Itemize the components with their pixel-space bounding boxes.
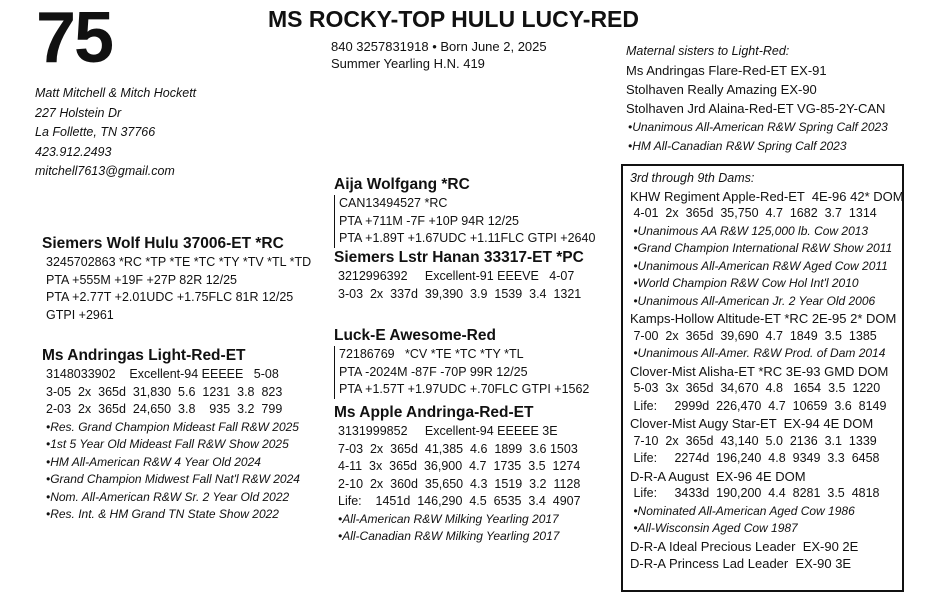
sister-honor: •HM All-Canadian R&W Spring Calf 2023 [628,139,847,153]
sister-line: Ms Andringas Flare-Red-ET EX-91 [626,63,827,78]
ancestor-name: Clover-Mist Augy Star-ET EX-94 4E DOM [630,416,874,431]
dam-dam-details [334,423,581,546]
dam-dam-name: Ms Apple Andringa-Red-ET [334,404,534,421]
sister-line: Stolhaven Really Amazing EX-90 [626,82,817,97]
record-line: Life: 2999d 226,470 4.7 10659 3.6 8149 [630,398,887,413]
dam-sire-details [334,346,589,399]
record-line: 5-03 3x 365d 34,670 4.8 1654 3.5 1220 [630,381,881,395]
detail-line: 3148033902 Excellent-94 EEEEE 5-08 [46,367,279,381]
dam-details [42,366,300,524]
sire-dam-details [334,268,584,303]
honor-line: •Nom. All-American R&W Sr. 2 Year Old 2022 [46,489,290,504]
honor-line: •Res. Int. & HM Grand TN State Show 2022 [46,507,279,521]
honor-line: •Grand Champion Midwest Fall Nat'l R&W 2024 [46,472,300,486]
lot-number: 75 [36,0,113,78]
detail-line: 2-03 2x 365d 24,650 3.8 935 3.2 799 [46,402,283,416]
sire-name: Siemers Wolf Hulu 37006-ET *RC [42,235,284,252]
detail-line: 3245702863 *RC *TP *TE *TC *TY *TV *TL *TD [46,255,312,269]
dam-block [42,346,300,524]
honor-line: •Nominated All-American Aged Cow 1986 [630,503,855,518]
detail-line: 4-11 3x 365d 36,900 4.7 1735 3.5 1274 [338,459,581,473]
honor-line: •Unanimous All-Amer. R&W Prod. of Dam 2014 [630,346,886,360]
sire-details [42,254,311,324]
honor-line: •Grand Champion International R&W Show 2011 [630,241,893,255]
sire-dam-name: Siemers Lstr Hanan 33317-ET *PC [334,249,584,266]
dams-box-lines [630,188,904,573]
ancestor-name: KHW Regiment Apple-Red-ET 4E-96 42* DOM [630,188,904,204]
honor-line: •Unanimous All-American Jr. 2 Year Old 2006 [630,293,876,308]
ancestor-name: D-R-A August EX-96 4E DOM [630,468,806,484]
sister-honor: •Unanimous All-American R&W Spring Calf 2023 [628,120,888,134]
consignor-email: mitchell7613@gmail.com [35,164,175,178]
sister-line: Stolhaven Jrd Alaina-Red-ET VG-85-2Y-CAN [626,101,886,116]
detail-line: Life: 1451d 146,290 4.5 6535 3.4 4907 [338,494,581,508]
sire-sire-block [334,175,595,248]
consignor-block [35,84,196,182]
record-line: Life: 2274d 196,240 4.8 9349 3.3 6458 [630,451,880,465]
consignor-city: La Follette, TN 37766 [35,125,156,139]
honor-line: •HM All-American R&W 4 Year Old 2024 [46,454,261,469]
detail-line: PTA +1.89T +1.67UDC +1.11FLC GTPI +2640 [339,231,596,245]
detail-line: PTA -2024M -87F -70P 99R 12/25 [339,364,528,379]
detail-line: PTA +2.77T +2.01UDC +1.75FLC 81R 12/25 [46,290,294,304]
detail-line: 72186769 *CV *TE *TC *TY *TL [339,347,524,361]
record-line: Life: 3433d 190,200 4.4 8281 3.5 4818 [630,486,880,500]
honor-line: •Res. Grand Champion Mideast Fall R&W 2025 [46,419,299,434]
honor-line: •Unanimous All-American R&W Aged Cow 2011 [630,258,888,273]
detail-line: 3-05 2x 365d 31,830 5.6 1231 3.8 823 [46,384,283,399]
record-line: 4-01 2x 365d 35,750 4.7 1682 3.7 1314 [630,206,877,220]
honor-line: •1st 5 Year Old Mideast Fall R&W Show 2025 [46,437,289,451]
animal-name: MS ROCKY-TOP HULU LUCY-RED [268,6,640,32]
ancestor-name: Clover-Mist Alisha-ET *RC 3E-93 GMD DOM [630,363,889,379]
detail-line: 3131999852 Excellent-94 EEEEE 3E [338,424,558,438]
honor-line: •Unanimous AA R&W 125,000 lb. Cow 2013 [630,223,869,238]
detail-line: PTA +1.57T +1.97UDC +.70FLC GTPI +1562 [339,382,590,396]
consignor-names: Matt Mitchell & Mitch Hockett [35,86,197,100]
dams-box-heading: 3rd through 9th Dams: [630,171,755,185]
record-line: 7-10 2x 365d 43,140 5.0 2136 3.1 1339 [630,433,877,448]
ancestor-name: Kamps-Hollow Altitude-ET *RC 2E-95 2* DOM [630,311,897,326]
animal-info [331,38,547,72]
record-line: 7-00 2x 365d 39,690 4.7 1849 3.5 1385 [630,328,877,343]
registration-birth-line: 840 3257831918 • Born June 2, 2025 [331,39,547,54]
class-line: Summer Yearling H.N. 419 [331,56,485,71]
detail-line: CAN13494527 *RC [339,196,448,210]
detail-line: 3212996392 Excellent-91 EEEVE 4-07 [338,269,575,283]
sire-dam-block [334,248,584,303]
honor-line: •All-American R&W Milking Yearling 2017 [338,511,559,526]
dam-dam-block [334,403,581,546]
ancestor-name: D-R-A Princess Lad Leader EX-90 3E [630,556,852,571]
ancestor-name: D-R-A Ideal Precious Leader EX-90 2E [630,538,859,554]
dams-box [621,164,904,592]
sire-sire-name: Aija Wolfgang *RC [334,176,470,193]
maternal-sisters [626,42,888,156]
consignor-phone: 423.912.2493 [35,144,112,159]
dam-sire-block [334,326,589,399]
dam-name: Ms Andringas Light-Red-ET [42,347,246,364]
sire-sire-details [334,195,595,248]
detail-line: 2-10 2x 360d 35,650 4.3 1519 3.2 1128 [338,476,581,491]
detail-line: 7-03 2x 365d 41,385 4.6 1899 3.6 1503 [338,441,578,456]
detail-line: 3-03 2x 337d 39,390 3.9 1539 3.4 1321 [338,286,582,301]
sire-block [42,234,311,324]
maternal-sisters-heading: Maternal sisters to Light-Red: [626,44,790,58]
honor-line: •All-Wisconsin Aged Cow 1987 [630,521,798,535]
detail-line: GTPI +2961 [46,307,114,322]
honor-line: •All-Canadian R&W Milking Yearling 2017 [338,529,560,543]
dam-sire-name: Luck-E Awesome-Red [334,327,496,344]
consignor-address: 227 Holstein Dr [35,105,122,120]
honor-line: •World Champion R&W Cow Hol Int'l 2010 [630,276,859,290]
detail-line: PTA +711M -7F +10P 94R 12/25 [339,213,519,228]
detail-line: PTA +555M +19F +27P 82R 12/25 [46,272,237,287]
